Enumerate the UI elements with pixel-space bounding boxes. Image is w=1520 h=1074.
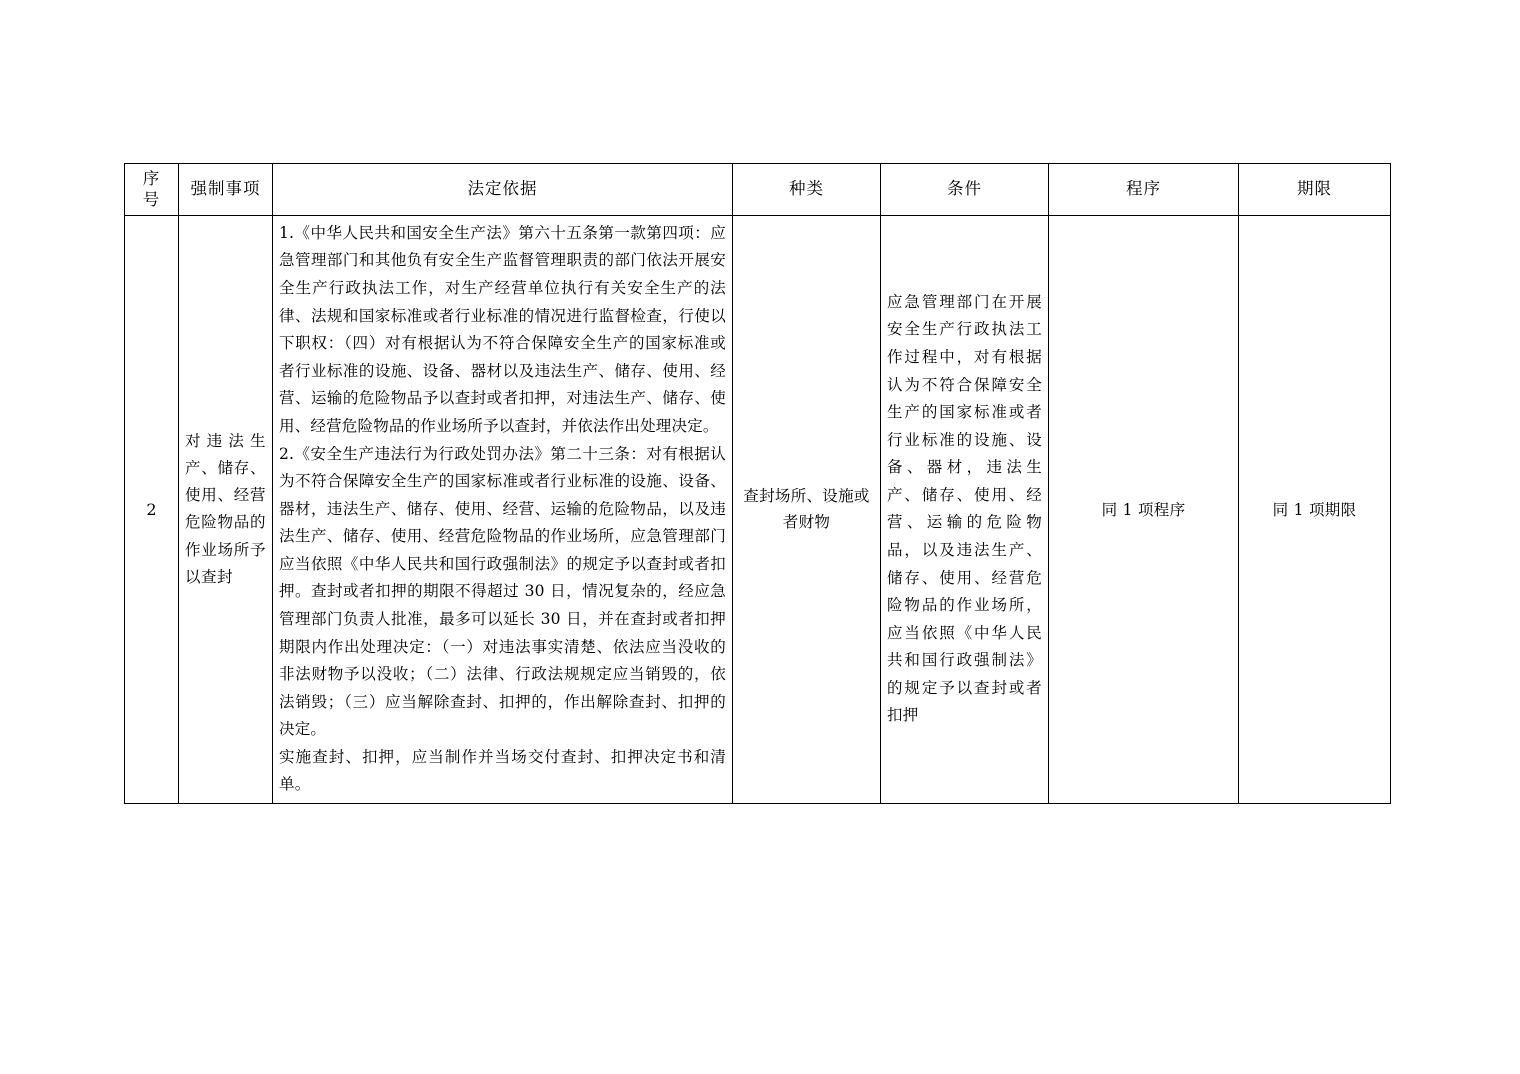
- cell-condition: 应急管理部门在开展安全生产行政执法工作过程中，对有根据认为不符合保障安全生产的国家标准或者行业标准的设施、设备、器材，违法生产、储存、使用、经营、运输的危险物品，以及违法生产、储存、使用、经营危险物品的作业场所，应当依照《中华人民共和国行政强制法》的规定予以查封或者扣押: [881, 215, 1049, 803]
- basis-paragraph-1: 1.《中华人民共和国安全生产法》第六十五条第一款第四项：应急管理部门和其他负有安全生产监督管理职责的部门依法开展安全生产行政执法工作，对生产经营单位执行有关安全生产的法律、法规和国家标准或者行业标准的情况进行监督检查，行使以下职权：（四）对有根据认为不符合保障安全生产的国家标准或者行业标准的设施、设备、器材以及违法生产、储存、使用、经营、运输的危险物品予以查封或者扣押，对违法生产、储存、使用、经营危险物品的作业场所予以查封，并依法作出处理决定。: [279, 223, 726, 435]
- column-header-condition: 条件: [881, 164, 1049, 216]
- basis-paragraph-3: 实施查封、扣押，应当制作并当场交付查封、扣押决定书和清单。: [279, 747, 726, 794]
- column-header-term: 期限: [1239, 164, 1391, 216]
- cell-procedure: 同 1 项程序: [1049, 215, 1239, 803]
- column-header-basis: 法定依据: [273, 164, 733, 216]
- column-header-seq-line2: 号: [142, 190, 161, 210]
- table-container: [124, 163, 1390, 804]
- header-row: [125, 164, 1391, 216]
- table-header: [125, 164, 1391, 216]
- column-header-procedure: 程序: [1049, 164, 1239, 216]
- cell-seq: 2: [125, 215, 179, 803]
- column-header-seq-line1: 序: [142, 169, 161, 188]
- cell-basis: [273, 215, 733, 803]
- column-header-seq: [125, 164, 179, 216]
- enforcement-table: [124, 163, 1391, 804]
- cell-kind: 查封场所、设施或者财物: [733, 215, 881, 803]
- cell-term: 同 1 项期限: [1239, 215, 1391, 803]
- table-row: [125, 215, 1391, 803]
- column-header-item: 强制事项: [179, 164, 273, 216]
- table-body: [125, 215, 1391, 803]
- cell-item: 对违法生产、储存、使用、经营危险物品的作业场所予以查封: [179, 215, 273, 803]
- basis-paragraph-2: 2.《安全生产违法行为行政处罚办法》第二十三条：对有根据认为不符合保障安全生产的国家标准或者行业标准的设施、设备、器材，违法生产、储存、使用、经营、运输的危险物品，以及违法生产、储存、使用、经营危险物品的作业场所，应急管理部门应当依照《中华人民共和国行政强制法》的规定予以查封或者扣押。查封或者扣押的期限不得超过 30 日，情况复杂的，经应急管理部门负责人批准，最多可以延长 30 日，并在查封或者扣押期限内作出处理决定：（一）对违法事实清楚、依法应当没收的非法财物予以没收；（二）法律、行政法规规定应当销毁的，依法销毁；（三）应当解除查封、扣押的，作出解除查封、扣押的决定。: [279, 444, 726, 739]
- column-header-kind: 种类: [733, 164, 881, 216]
